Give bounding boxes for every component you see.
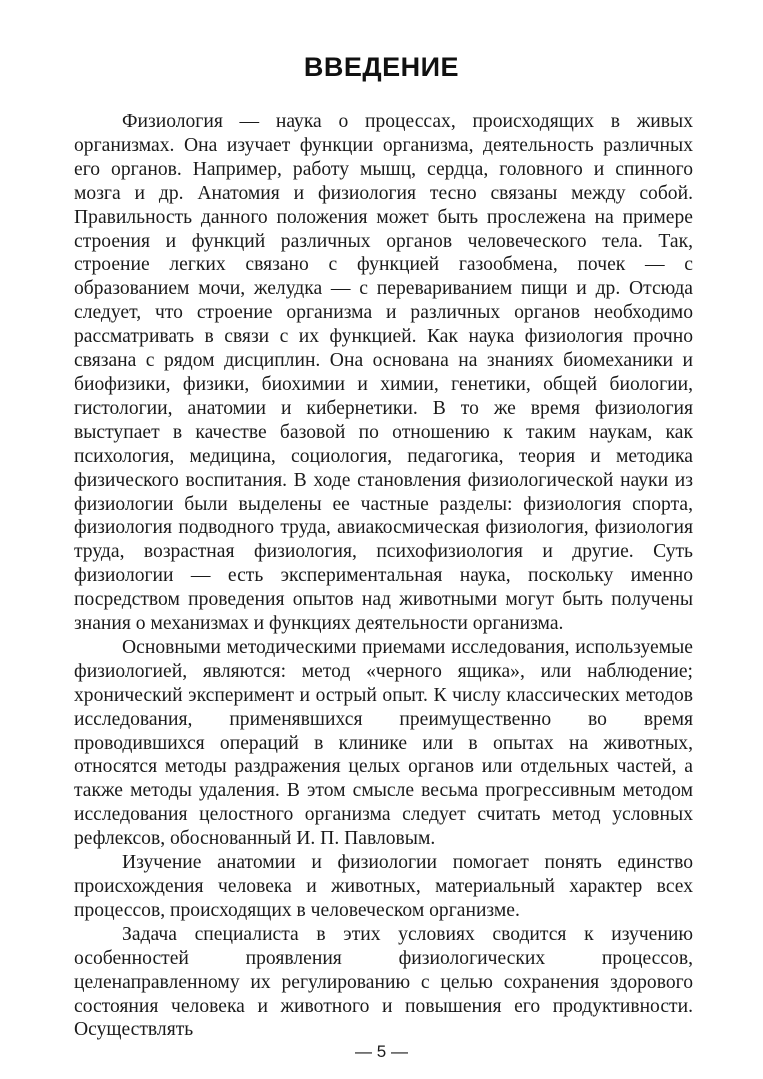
chapter-title: ВВЕДЕНИЕ — [303, 52, 460, 82]
paragraph-2: Основными методическими приемами исследования, используемые физиологией, являются: метод «черного ящика», или наблюдение; хронический эксперимент и острый опыт. К числу классических методов исследования, применявшихся преимущественно во время проводившихся операций в клинике или в опытах на животных, относятся методы раздражения целых органов или отдельных частей, а также методы удаления. В этом смысле весьма прогрессивным методом исследования целостного организма следует считать метод условных рефлексов, обоснованный И. П. Павловым. — [74, 636, 693, 850]
body-text — [74, 110, 693, 1042]
page-number: — 5 — — [355, 1042, 408, 1061]
paragraph-3: Изучение анатомии и физиологии помогает понять единство происхождения человека и животных, материальный характер всех процессов, происходящих в человеческом организме. — [74, 852, 693, 921]
paragraph-4: Задача специалиста в этих условиях сводится к изучению особенностей проявления физиологических процессов, целенаправленному их регулированию с целью сохранения здорового состояния человека и животного и повышения его продуктивности. Осуществлять — [74, 923, 693, 1041]
paragraph-1: Физиология — наука о процессах, происходящих в живых организмах. Она изучает функции организма, деятельность различных его органов. Например, работу мышц, сердца, головного и спинного мозга и др. Анатомия и физиология тесно связаны между собой. Правильность данного положения может быть прослежена на примере строения и функций различных органов человеческого тела. Так, строение легких связано с функцией газообмена, почек — с образованием мочи, желудка — с перевариванием пищи и др. Отсюда следует, что строение организма и различных органов необходимо рассматривать в связи с их функцией. Как наука физиология прочно связана с рядом дисциплин. Она основана на знаниях биомеханики и биофизики, физики, биохимии и химии, генетики, общей биологии, гистологии, анатомии и кибернетики. В то же время физиология выступает в качестве базовой по отношению к таким наукам, как психология, медицина, социология, педагогика, теория и методика физического воспитания. В ходе становления физиологической науки из физиологии были выделены ее частные разделы: физиология спорта, физиология подводного труда, авиакосмическая физиология, физиология труда, возрастная физиология, психофизиология и другие. Суть физиологии — есть экспериментальная наука, поскольку именно посредством проведения опытов над животными могут быть получены знания о механизмах и функциях деятельности организма. — [74, 111, 693, 635]
